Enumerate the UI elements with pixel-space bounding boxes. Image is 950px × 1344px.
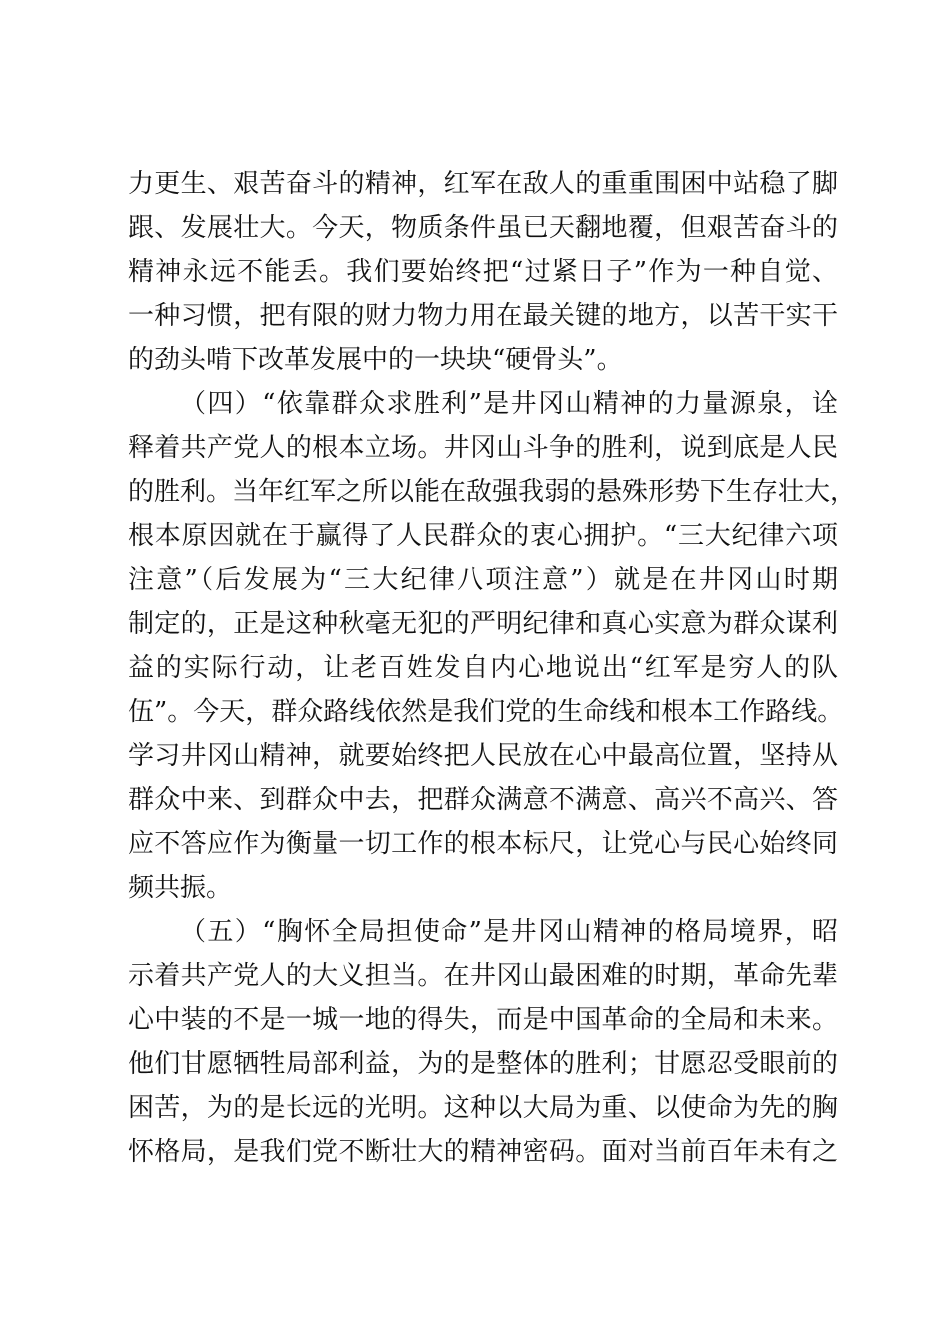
text-line: 示着共产党人的大义担当。在井冈山最困难的时期，革命先辈 xyxy=(128,961,838,991)
text-line: 困苦，为的是长远的光明。这种以大局为重、以使命为先的胸 xyxy=(128,1093,838,1123)
text-line: 怀格局，是我们党不断壮大的精神密码。面对当前百年未有之 xyxy=(128,1137,838,1167)
text-line: 跟、发展壮大。今天，物质条件虽已天翻地覆，但艰苦奋斗的 xyxy=(128,213,838,243)
text-line: 他们甘愿牺牲局部利益，为的是整体的胜利；甘愿忍受眼前的 xyxy=(128,1049,838,1079)
text-line: 力更生、艰苦奋斗的精神，红军在敌人的重重围困中站稳了脚 xyxy=(128,169,838,199)
text-line: 注意”（后发展为“三大纪律八项注意”）就是在井冈山时期 xyxy=(128,565,838,595)
text-line: 频共振。 xyxy=(128,873,233,903)
text-line: 的劲头啃下改革发展中的一块块“硬骨头”。 xyxy=(128,345,623,375)
text-line: 伍”。今天，群众路线依然是我们党的生命线和根本工作路线。 xyxy=(128,697,844,727)
text-line: 精神永远不能丢。我们要始终把“过紧日子”作为一种自觉、 xyxy=(128,257,838,287)
text-line: 释着共产党人的根本立场。井冈山斗争的胜利，说到底是人民 xyxy=(128,433,838,463)
paragraph-start-line: （五）“胸怀全局担使命”是井冈山精神的格局境界，昭 xyxy=(180,917,838,947)
text-line: 群众中来、到群众中去，把群众满意不满意、高兴不高兴、答 xyxy=(128,785,838,815)
text-line: 根本原因就在于赢得了人民群众的衷心拥护。“三大纪律六项 xyxy=(128,521,838,551)
text-line: 应不答应作为衡量一切工作的根本标尺，让党心与民心始终同 xyxy=(128,829,838,859)
text-line: 的胜利。当年红军之所以能在敌强我弱的悬殊形势下生存壮大， xyxy=(128,477,857,507)
text-line: 学习井冈山精神，就要始终把人民放在心中最高位置，坚持从 xyxy=(128,741,838,771)
text-line: 制定的，正是这种秋毫无犯的严明纪律和真心实意为群众谋利 xyxy=(128,609,838,639)
text-line: 益的实际行动，让老百姓发自内心地说出“红军是穷人的队 xyxy=(128,653,838,683)
text-line: 心中装的不是一城一地的得失，而是中国革命的全局和未来。 xyxy=(128,1005,838,1035)
paragraph-start-line: （四）“依靠群众求胜利”是井冈山精神的力量源泉，诠 xyxy=(180,389,838,419)
text-line: 一种习惯，把有限的财力物力用在最关键的地方，以苦干实干 xyxy=(128,301,838,331)
